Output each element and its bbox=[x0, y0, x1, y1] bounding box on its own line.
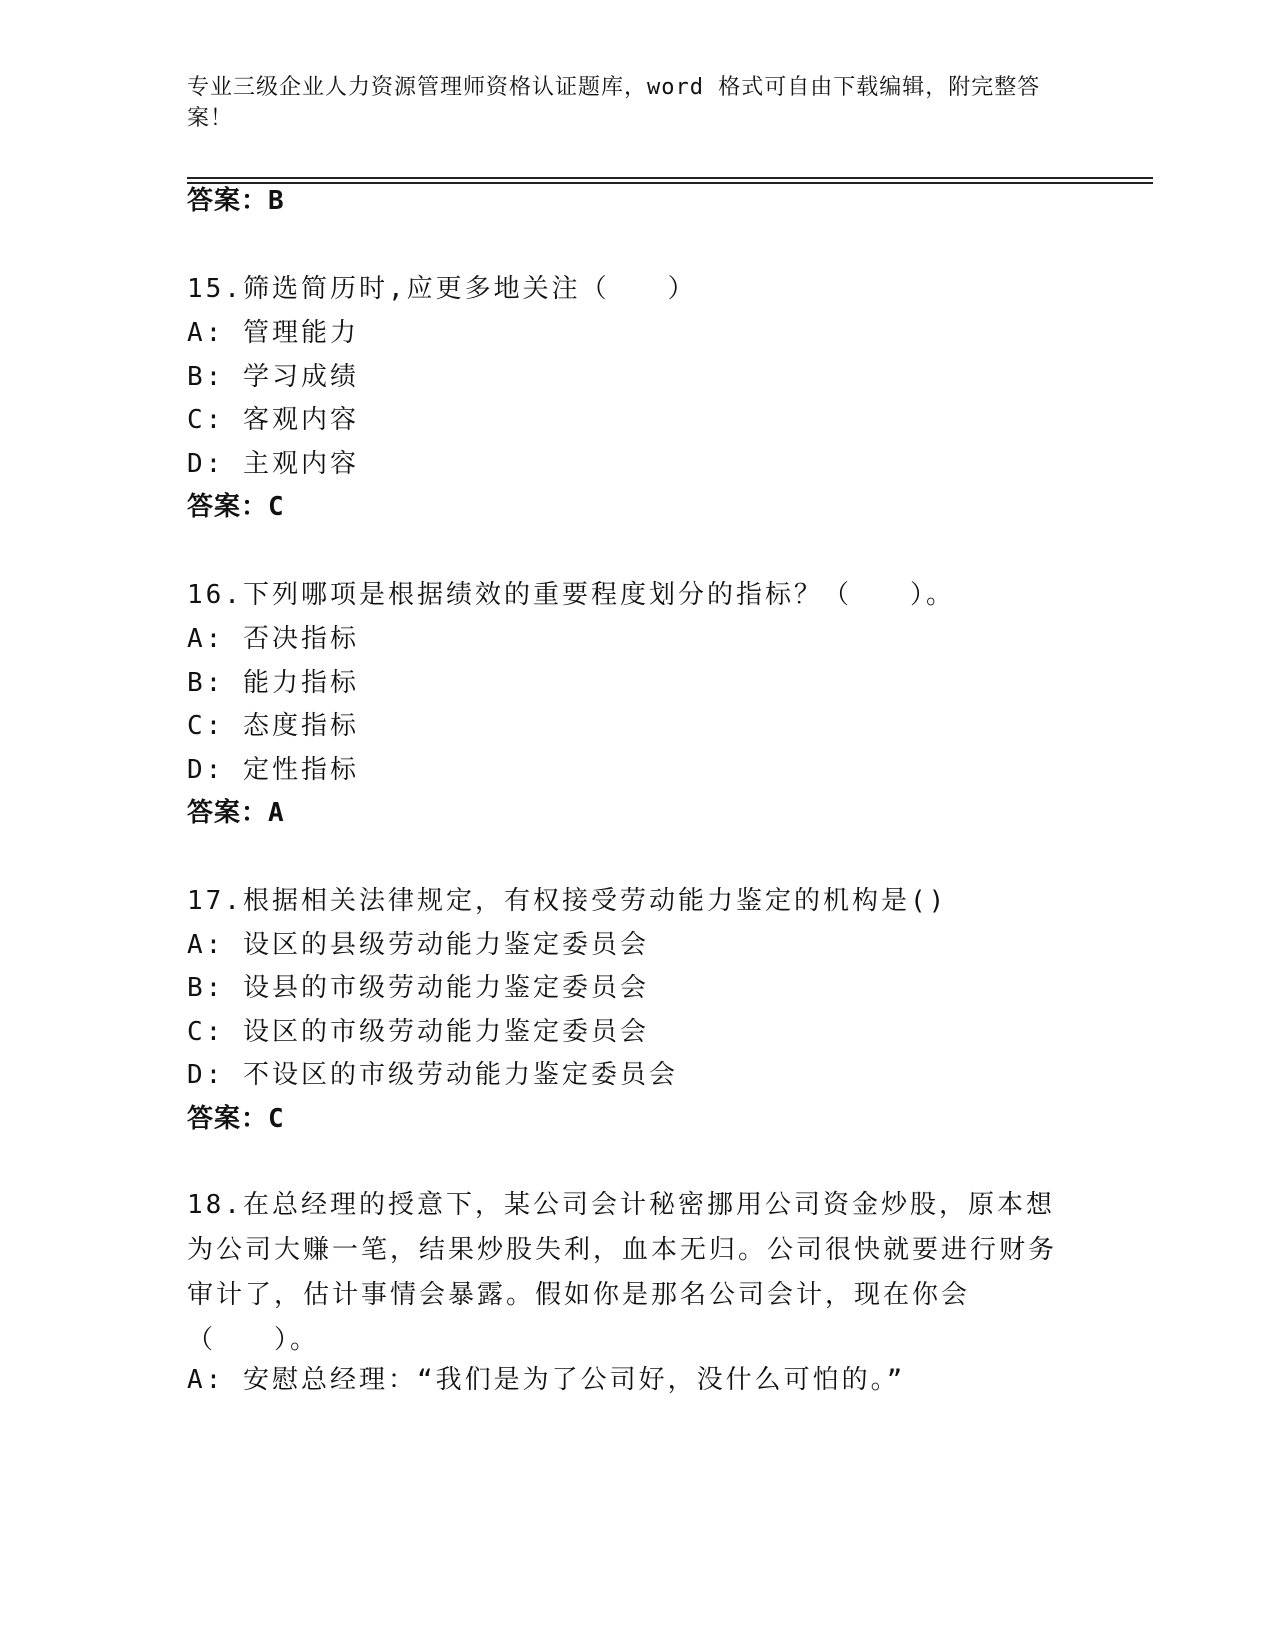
answer-15: 答案：C bbox=[187, 492, 285, 522]
question-17-option-c: C: 设区的市级劳动能力鉴定委员会 bbox=[187, 1017, 649, 1047]
answer-17: 答案：C bbox=[187, 1104, 285, 1134]
question-15-option-b: B: 学习成绩 bbox=[187, 362, 359, 392]
answer-16: 答案：A bbox=[187, 798, 285, 828]
header-divider-top bbox=[187, 177, 1153, 179]
question-16-option-c: C: 态度指标 bbox=[187, 711, 359, 741]
document-header: 专业三级企业人力资源管理师资格认证题库，word 格式可自由下载编辑，附完整答案！ bbox=[187, 75, 1041, 131]
question-15-option-a: A: 管理能力 bbox=[187, 318, 359, 348]
question-17-option-a: A: 设区的县级劳动能力鉴定委员会 bbox=[187, 930, 649, 960]
question-17-stem: 17.根据相关法律规定，有权接受劳动能力鉴定的机构是() bbox=[187, 886, 948, 916]
question-16-option-d: D: 定性指标 bbox=[187, 755, 359, 785]
question-18-stem: 18.在总经理的授意下，某公司会计秘密挪用公司资金炒股，原本想为公司大赚一笔，结果炒股失利，血本无归。公司很快就要进行财务审计了，估计事情会暴露。假如你是那名公司会计，现在你会（ ）。 bbox=[187, 1190, 1058, 1355]
question-17-option-d: D: 不设区的市级劳动能力鉴定委员会 bbox=[187, 1060, 678, 1090]
header-divider-bottom bbox=[187, 182, 1153, 184]
question-16-option-a: A: 否决指标 bbox=[187, 624, 359, 654]
question-16-option-b: B: 能力指标 bbox=[187, 668, 359, 698]
question-18-option-a: A: 安慰总经理：“我们是为了公司好，没什么可怕的。” bbox=[187, 1365, 906, 1395]
question-17-option-b: B: 设县的市级劳动能力鉴定委员会 bbox=[187, 973, 649, 1003]
question-15-option-d: D: 主观内容 bbox=[187, 449, 359, 479]
question-16-stem: 16.下列哪项是根据绩效的重要程度划分的指标？（ ）。 bbox=[187, 580, 955, 610]
answer-14: 答案：B bbox=[187, 186, 285, 216]
question-15-option-c: C: 客观内容 bbox=[187, 405, 359, 435]
question-15-stem: 15.筛选简历时,应更多地关注（ ） bbox=[187, 274, 697, 304]
